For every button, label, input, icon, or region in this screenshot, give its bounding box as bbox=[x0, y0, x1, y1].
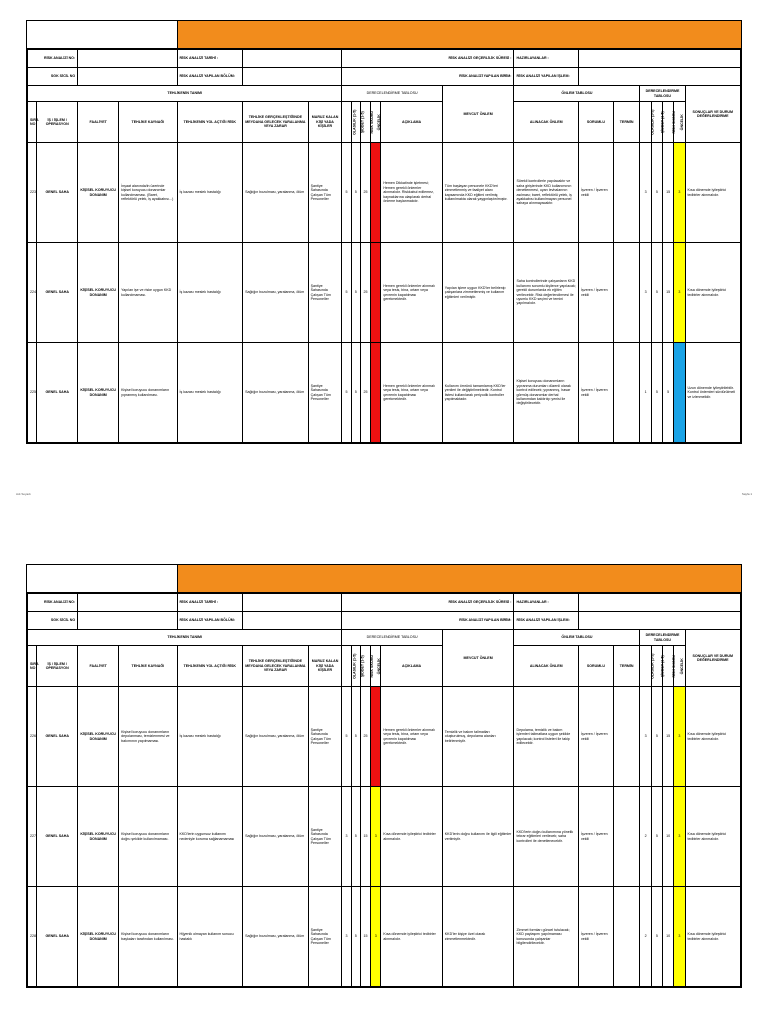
header-siddet: ŞİDDET (1-5) bbox=[351, 646, 360, 687]
value-risk-analiz-no[interactable] bbox=[78, 50, 177, 68]
cell-olasilik-2: 2 bbox=[640, 787, 651, 887]
cell-siddet: 5 bbox=[351, 687, 360, 787]
cell-tehlike-kaynagi: Kişisel koruyucu donanımların başkaları tarafından kullanılması. bbox=[119, 887, 177, 987]
header-derecelendirme-2: DERECELENDİRME TABLOSU bbox=[640, 630, 685, 646]
cell-faaliyet: KİŞİSEL KORUYUCU DONANIM bbox=[78, 887, 119, 987]
cell-maruz-kalan: Şantiye Sahasında Çalışan Tüm Personeller bbox=[308, 687, 342, 787]
label-risk-analiz-no: RİSK ANALİZİ NO: bbox=[28, 594, 78, 612]
cell-aciklama: Kısa dönemde iyileştirici tedbirler alınmalıdır. bbox=[381, 887, 442, 987]
cell-olasilik-2: 2 bbox=[640, 887, 651, 987]
cell-oncelik-2: 3 bbox=[674, 143, 685, 243]
value-yapilan-bolum[interactable] bbox=[243, 68, 342, 86]
header-mevcut-onlem: MEVCUT ÖNLEM bbox=[442, 86, 514, 143]
label-sgk-sicil-no: SGK SİCİL NO bbox=[28, 68, 78, 86]
cell-sira-no: 228 bbox=[28, 887, 37, 987]
cell-maruz-kalan: Şantiye Sahasında Çalışan Tüm Personeller bbox=[308, 243, 342, 343]
header-derecelendirme: DERECELENDİRME TABLOSU bbox=[342, 86, 442, 102]
cell-olasilik-2: 1 bbox=[640, 343, 651, 443]
cell-tehlike-kaynagi: İnşaat alanında/in üzerinde kişisel koruyucu donanımlar kullanılmaması. (Baret, reflektörlü yelek, iş ayakkabısı...) bbox=[119, 143, 177, 243]
cell-oncelik bbox=[371, 687, 381, 787]
header-risk-skoru-2: RİSK SKORU bbox=[662, 646, 673, 687]
cell-alinacak-onlem: Kişisel koruyucu donanımların yıpranma durumları düzenli olarak kontrol edilecek; yıpranmış, hasar görmüş donanımlar derhal kullanımdan kaldırılıp yenisi ile değiştirilecektir. bbox=[514, 343, 579, 443]
header-alinacak-onlem: ALINACAK ÖNLEM bbox=[514, 102, 579, 143]
value-hazirlayanlar[interactable] bbox=[579, 594, 741, 612]
value-yapilan-bolum[interactable] bbox=[243, 612, 342, 630]
cell-sorumlu: İşveren / İşveren vekili bbox=[579, 343, 614, 443]
cell-maruz-kalan: Şantiye Sahasında Çalışan Tüm Personeller bbox=[308, 787, 342, 887]
cell-alinacak-onlem: KKD'lerin doğru kullanımına yönelik tekrar eğitimleri verilecek; saha kontrolleri ile denetlenecektir. bbox=[514, 787, 579, 887]
cell-aciklama: Kısa dönemde iyileştirici tedbirler alınmalıdır. bbox=[381, 787, 442, 887]
cell-alinacak-onlem: Depolama, temizlik ve bakım işlemleri talimatlara uygun şekilde yapılacak; kontrol listeleri ile takip edilecektir. bbox=[514, 687, 579, 787]
risk-table bbox=[27, 593, 741, 987]
cell-risk-skoru-2: 10 bbox=[662, 887, 673, 987]
cell-tehlike-kaynagi: Kişisel koruyucu donanımların yıpranmış kullanılması. bbox=[119, 343, 177, 443]
label-sgk-sicil-no: SGK SİCİL NO bbox=[28, 612, 78, 630]
cell-faaliyet: KİŞİSEL KORUYUCU DONANIM bbox=[78, 243, 119, 343]
header-tehlike-kaynagi: TEHLİKE KAYNAĞI bbox=[119, 102, 177, 143]
cell-tehlike-kaynagi: Yapılan işe ve riske uygun KKD kullanılmaması. bbox=[119, 243, 177, 343]
cell-meydana-gelecek: Sağlığın bozulması, yaralanma, ölüm bbox=[243, 343, 309, 443]
value-sgk-sicil-no[interactable] bbox=[78, 68, 177, 86]
title-bar bbox=[27, 565, 741, 593]
header-is-islem: İŞ / İŞLEM / OPERASYON bbox=[37, 646, 78, 687]
cell-sorumlu: İşveren / İşveren vekili bbox=[579, 243, 614, 343]
cell-siddet: 5 bbox=[351, 143, 360, 243]
cell-oncelik bbox=[371, 243, 381, 343]
cell-risk-skoru: 25 bbox=[360, 343, 370, 443]
header-derecelendirme-2: DERECELENDİRME TABLOSU bbox=[640, 86, 685, 102]
cell-termin bbox=[613, 787, 640, 887]
cell-mevcut-onlem: Tüm başlayan personele KKD'leri zimmetlenmiş ve faaliyet alanı kapsamında KKD eğitimi verilmiş; kullanılmakta olarak yaygınlaştırılmıştır. bbox=[442, 143, 514, 243]
cell-risk-skoru-2: 15 bbox=[662, 143, 673, 243]
header-sorumlu: SORUMLU bbox=[579, 646, 614, 687]
value-hazirlayanlar[interactable] bbox=[579, 50, 741, 68]
cell-sonuclar: Uzun dönemde iyileştirilebilir. Kontrol önlemleri sürdürülmeli ve izlenmelidir. bbox=[685, 343, 741, 443]
cell-olasilik: 5 bbox=[342, 343, 351, 443]
header-meydana-gelecek: TEHLİKE GERÇEKLEŞTİĞİNDE MEYDANA GELECEK YARALANMA VEYA ZARAR bbox=[243, 646, 309, 687]
cell-is-islem: GENEL SAHA bbox=[37, 687, 78, 787]
cell-is-islem: GENEL SAHA bbox=[37, 243, 78, 343]
table-row bbox=[28, 887, 741, 987]
cell-oncelik: 3 bbox=[371, 887, 381, 987]
cell-siddet-2: 5 bbox=[651, 343, 662, 443]
cell-oncelik-2: 3 bbox=[674, 687, 685, 787]
value-risk-analiz-no[interactable] bbox=[78, 594, 177, 612]
cell-oncelik-2: 3 bbox=[674, 787, 685, 887]
cell-siddet: 5 bbox=[351, 243, 360, 343]
cell-meydana-gelecek: Sağlığın bozulması, yaralanma, ölüm bbox=[243, 887, 309, 987]
value-risk-analiz-tarihi[interactable] bbox=[243, 50, 342, 68]
cell-is-islem: GENEL SAHA bbox=[37, 787, 78, 887]
cell-aciklama: Hemen gerekli önlemler alınmalı veya tesis, bina, ortam veya çevrenin kapatılması gerekmektedir. bbox=[381, 243, 442, 343]
label-yapilan-birim: RİSK ANALİZİ YAPILAN BİRİM: bbox=[342, 68, 514, 86]
cell-yol-actigi-risk: İş kazası meslek hastalığı bbox=[177, 687, 243, 787]
header-risk-skoru: RİSK SKORU bbox=[360, 646, 370, 687]
table-row bbox=[28, 343, 741, 443]
header-termin: TERMİN bbox=[613, 646, 640, 687]
label-hazirlayanlar: HAZIRLAYANLAR : bbox=[514, 594, 579, 612]
cell-maruz-kalan: Şantiye Sahasında Çalışan Tüm Personeller bbox=[308, 143, 342, 243]
value-sgk-sicil-no[interactable] bbox=[78, 612, 177, 630]
cell-olasilik: 3 bbox=[342, 787, 351, 887]
cell-siddet: 5 bbox=[351, 887, 360, 987]
cell-aciklama: Hemen Dikkatinde işletmesi; Hemen gerekli önlemler alınmalıdır. Riskkabul edilemez, kaynaklarına ulaşılarak derhal önleme başlanmalıdır. bbox=[381, 143, 442, 243]
header-sonuclar: SONUÇLAR VE DURUM DEĞERLENDİRME bbox=[685, 86, 741, 143]
cell-yol-actigi-risk: Hijyenik olmayan kullanım sonucu hastalık bbox=[177, 887, 243, 987]
cell-olasilik: 3 bbox=[342, 887, 351, 987]
table-row bbox=[28, 687, 741, 787]
cell-yol-actigi-risk: KKD'lerin uygunsuz kullanımı nedeniyle koruma sağlanamaması bbox=[177, 787, 243, 887]
cell-termin bbox=[613, 143, 640, 243]
header-alinacak-onlem: ALINACAK ÖNLEM bbox=[514, 646, 579, 687]
header-meydana-gelecek: TEHLİKE GERÇEKLEŞTİĞİNDE MEYDANA GELECEK YARALANMA VEYA ZARAR bbox=[243, 102, 309, 143]
cell-aciklama: Hemen gerekli önlemler alınmalı veya tesis, bina, ortam veya çevrenin kapatılması gerekmektedir. bbox=[381, 343, 442, 443]
header-maruz-kalan: MARUZ KALAN KİŞİ YADA KİŞİLER bbox=[308, 102, 342, 143]
cell-termin bbox=[613, 887, 640, 987]
cell-mevcut-onlem: Yapılan işlere uygun KKD'ler belirlenip çalışanlara zimmetlenmiş ve kullanım eğitimleri verilmiştir. bbox=[442, 243, 514, 343]
header-onlem-tablosu: ÖNLEM TABLOSU bbox=[514, 630, 640, 646]
table-row bbox=[28, 787, 741, 887]
header-aciklama: AÇIKLAMA bbox=[381, 102, 442, 143]
cell-risk-skoru-2: 10 bbox=[662, 787, 673, 887]
cell-oncelik-2: 3 bbox=[674, 243, 685, 343]
cell-faaliyet: KİŞİSEL KORUYUCU DONANIM bbox=[78, 787, 119, 887]
cell-siddet-2: 5 bbox=[651, 887, 662, 987]
cell-mevcut-onlem: KKD'ler kişiye özel olarak zimmetlenmektedir. bbox=[442, 887, 514, 987]
header-oncelik: ÖNCELİK bbox=[371, 102, 381, 143]
cell-meydana-gelecek: Sağlığın bozulması, yaralanma, ölüm bbox=[243, 687, 309, 787]
cell-risk-skoru-2: 15 bbox=[662, 243, 673, 343]
logo-cell bbox=[27, 565, 178, 592]
cell-risk-skoru: 25 bbox=[360, 243, 370, 343]
title-band bbox=[178, 565, 741, 592]
cell-mevcut-onlem: Kullanım ömrünü tamamlamış KKD'ler yenileri ile değiştirilmektedir. Kontrol listesi kullanılarak periyodik kontroller yapılmaktadır. bbox=[442, 343, 514, 443]
cell-sira-no: 225 bbox=[28, 343, 37, 443]
label-yapilan-bolum: RİSK ANALİZİ YAPILAN BÖLÜM: bbox=[177, 68, 243, 86]
cell-sonuclar: Kısa dönemde iyileştirici tedbirler alınmalıdır. bbox=[685, 687, 741, 787]
header-tehlikenin-tanimi: TEHLİKENİN TANIMI bbox=[28, 630, 342, 646]
label-yapilan-bolum: RİSK ANALİZİ YAPILAN BÖLÜM: bbox=[177, 612, 243, 630]
cell-termin bbox=[613, 687, 640, 787]
cell-risk-skoru-2: 15 bbox=[662, 687, 673, 787]
header-olasilik-2: OLASILIK (1-5) bbox=[640, 102, 651, 143]
value-yapilan-islem[interactable] bbox=[579, 612, 741, 630]
header-olasilik: OLASILIK (1-5) bbox=[342, 646, 351, 687]
cell-oncelik-2 bbox=[674, 343, 685, 443]
cell-siddet-2: 5 bbox=[651, 787, 662, 887]
cell-sonuclar: Kısa dönemde iyileştirici tedbirler alınmalıdır. bbox=[685, 143, 741, 243]
cell-alinacak-onlem: Zimmet formları güncel tutulacak; KKD paylaşımı yapılmaması konusunda çalışanlar bilgilendirilecektir. bbox=[514, 887, 579, 987]
header-tehlike-kaynagi: TEHLİKE KAYNAĞI bbox=[119, 646, 177, 687]
header-risk-skoru: RİSK SKORU bbox=[360, 102, 370, 143]
label-yapilan-islem: RİSK ANALİZİ YAPILAN İŞLEM: bbox=[514, 68, 579, 86]
cell-sonuclar: Kısa dönemde iyileştirici tedbirler alınmalıdır. bbox=[685, 243, 741, 343]
cell-maruz-kalan: Şantiye Sahasında Çalışan Tüm Personeller bbox=[308, 887, 342, 987]
cell-siddet-2: 5 bbox=[651, 143, 662, 243]
cell-olasilik: 5 bbox=[342, 687, 351, 787]
header-sira-no: SIRA NO bbox=[28, 646, 37, 687]
label-gecerlilik: RİSK ANALİZİ GEÇERLİLİK SÜRESİ : bbox=[342, 594, 514, 612]
header-siddet-2: ŞİDDET (1-5) bbox=[651, 102, 662, 143]
cell-yol-actigi-risk: İş kazası meslek hastalığı bbox=[177, 143, 243, 243]
cell-sorumlu: İşveren / İşveren vekili bbox=[579, 887, 614, 987]
header-olasilik-2: OLASILIK (1-5) bbox=[640, 646, 651, 687]
header-sira-no: SIRA NO bbox=[28, 102, 37, 143]
cell-sorumlu: İşveren / İşveren vekili bbox=[579, 143, 614, 243]
header-derecelendirme: DERECELENDİRME TABLOSU bbox=[342, 630, 442, 646]
cell-faaliyet: KİŞİSEL KORUYUCU DONANIM bbox=[78, 143, 119, 243]
label-risk-analiz-tarihi: RİSK ANALİZİ TARİHİ : bbox=[177, 594, 243, 612]
cell-oncelik bbox=[371, 143, 381, 243]
label-yapilan-islem: RİSK ANALİZİ YAPILAN İŞLEM: bbox=[514, 612, 579, 630]
cell-termin bbox=[613, 343, 640, 443]
cell-sira-no: 224 bbox=[28, 243, 37, 343]
table-row bbox=[28, 143, 741, 243]
cell-olasilik-2: 3 bbox=[640, 687, 651, 787]
label-risk-analiz-no: RİSK ANALİZİ NO: bbox=[28, 50, 78, 68]
cell-olasilik-2: 3 bbox=[640, 143, 651, 243]
cell-olasilik-2: 3 bbox=[640, 243, 651, 343]
cell-is-islem: GENEL SAHA bbox=[37, 887, 78, 987]
cell-faaliyet: KİŞİSEL KORUYUCU DONANIM bbox=[78, 687, 119, 787]
cell-meydana-gelecek: Sağlığın bozulması, yaralanma, ölüm bbox=[243, 143, 309, 243]
header-termin: TERMİN bbox=[613, 102, 640, 143]
cell-siddet: 5 bbox=[351, 787, 360, 887]
label-risk-analiz-tarihi: RİSK ANALİZİ TARİHİ : bbox=[177, 50, 243, 68]
title-bar bbox=[27, 21, 741, 49]
table-row bbox=[28, 243, 741, 343]
header-faaliyet: FAALİYET bbox=[78, 102, 119, 143]
cell-risk-skoru: 25 bbox=[360, 687, 370, 787]
cell-risk-skoru-2: 5 bbox=[662, 343, 673, 443]
cell-sira-no: 223 bbox=[28, 143, 37, 243]
cell-maruz-kalan: Şantiye Sahasında Çalışan Tüm Personeller bbox=[308, 343, 342, 443]
value-risk-analiz-tarihi[interactable] bbox=[243, 594, 342, 612]
label-yapilan-birim: RİSK ANALİZİ YAPILAN BİRİM: bbox=[342, 612, 514, 630]
cell-siddet-2: 5 bbox=[651, 687, 662, 787]
risk-table bbox=[27, 49, 741, 443]
header-tehlikenin-tanimi: TEHLİKENİN TANIMI bbox=[28, 86, 342, 102]
cell-alinacak-onlem: Saha kontrollerinde çalışanların KKD kullanımı sorumlu kişilerce yapılacak; gerekli durumlarda ek eğitim verilecektir. Risk değerlendirmesi ile uyumlu KKD seçimi ve temini yapılmalıdır. bbox=[514, 243, 579, 343]
header-mevcut-onlem: MEVCUT ÖNLEM bbox=[442, 630, 514, 687]
cell-risk-skoru: 15 bbox=[360, 887, 370, 987]
cell-tehlike-kaynagi: Kişisel koruyucu donanımların doğru şekilde kullanılmaması. bbox=[119, 787, 177, 887]
cell-mevcut-onlem: Temizlik ve bakım talimatları oluşturulmuş, depolama alanları belirlenmiştir. bbox=[442, 687, 514, 787]
cell-sorumlu: İşveren / İşveren vekili bbox=[579, 687, 614, 787]
cell-yol-actigi-risk: İş kazası meslek hastalığı bbox=[177, 343, 243, 443]
cell-sorumlu: İşveren / İşveren vekili bbox=[579, 787, 614, 887]
label-hazirlayanlar: HAZIRLAYANLAR : bbox=[514, 50, 579, 68]
value-yapilan-islem[interactable] bbox=[579, 68, 741, 86]
header-oncelik: ÖNCELİK bbox=[371, 646, 381, 687]
footer-left: Adı Soyadı bbox=[16, 492, 31, 496]
cell-risk-skoru: 15 bbox=[360, 787, 370, 887]
title-band bbox=[178, 21, 741, 48]
header-sorumlu: SORUMLU bbox=[579, 102, 614, 143]
header-oncelik-2: ÖNCELİK bbox=[674, 102, 685, 143]
risk-form-page-1 bbox=[26, 20, 742, 444]
header-is-islem: İŞ / İŞLEM / OPERASYON bbox=[37, 102, 78, 143]
header-sonuclar: SONUÇLAR VE DURUM DEĞERLENDİRME bbox=[685, 630, 741, 687]
risk-form-page-2 bbox=[26, 564, 742, 988]
cell-olasilik: 5 bbox=[342, 143, 351, 243]
cell-sonuclar: Kısa dönemde iyileştirici tedbirler alınmalıdır. bbox=[685, 787, 741, 887]
cell-oncelik: 3 bbox=[371, 787, 381, 887]
header-aciklama: AÇIKLAMA bbox=[381, 646, 442, 687]
cell-is-islem: GENEL SAHA bbox=[37, 343, 78, 443]
cell-is-islem: GENEL SAHA bbox=[37, 143, 78, 243]
cell-yol-actigi-risk: İş kazası meslek hastalığı bbox=[177, 243, 243, 343]
header-olasilik: OLASILIK (1-5) bbox=[342, 102, 351, 143]
cell-sira-no: 227 bbox=[28, 787, 37, 887]
cell-faaliyet: KİŞİSEL KORUYUCU DONANIM bbox=[78, 343, 119, 443]
header-siddet: ŞİDDET (1-5) bbox=[351, 102, 360, 143]
header-oncelik-2: ÖNCELİK bbox=[674, 646, 685, 687]
logo-cell bbox=[27, 21, 178, 48]
cell-aciklama: Hemen gerekli önlemler alınmalı veya tesis, bina, ortam veya çevrenin kapatılması gerekmektedir. bbox=[381, 687, 442, 787]
cell-sira-no: 226 bbox=[28, 687, 37, 787]
cell-risk-skoru: 25 bbox=[360, 143, 370, 243]
footer-right: Sayfa 1 bbox=[741, 492, 752, 496]
cell-oncelik-2: 3 bbox=[674, 887, 685, 987]
label-gecerlilik: RİSK ANALİZİ GEÇERLİLİK SÜRESİ : bbox=[342, 50, 514, 68]
header-yol-actigi-risk: TEHLİKENİN YOL AÇTIĞI RİSK bbox=[177, 646, 243, 687]
cell-siddet-2: 5 bbox=[651, 243, 662, 343]
header-faaliyet: FAALİYET bbox=[78, 646, 119, 687]
cell-mevcut-onlem: KKD'lerin doğru kullanımı ile ilgili eğitimler verilmiştir. bbox=[442, 787, 514, 887]
cell-sonuclar: Kısa dönemde iyileştirici tedbirler alınmalıdır. bbox=[685, 887, 741, 987]
cell-meydana-gelecek: Sağlığın bozulması, yaralanma, ölüm bbox=[243, 243, 309, 343]
cell-oncelik bbox=[371, 343, 381, 443]
header-yol-actigi-risk: TEHLİKENİN YOL AÇTIĞI RİSK bbox=[177, 102, 243, 143]
header-risk-skoru-2: RİSK SKORU bbox=[662, 102, 673, 143]
cell-olasilik: 5 bbox=[342, 243, 351, 343]
cell-meydana-gelecek: Sağlığın bozulması, yaralanma, ölüm bbox=[243, 787, 309, 887]
cell-termin bbox=[613, 243, 640, 343]
cell-siddet: 5 bbox=[351, 343, 360, 443]
cell-alinacak-onlem: Sürekli kontrollerle yapılacaktır ve saha girişlerinde KKD kullanımının denetlenmesi, uyarı levhalarının asılması; baret, reflektörlü yelek, iş ayakkabısı kullanılmayan personel sahaya alınmayacaktır. bbox=[514, 143, 579, 243]
header-onlem-tablosu: ÖNLEM TABLOSU bbox=[514, 86, 640, 102]
cell-tehlike-kaynagi: Kişisel koruyucu donanımların depolanması, temizlenmesi ve bakımının yapılmaması. bbox=[119, 687, 177, 787]
header-maruz-kalan: MARUZ KALAN KİŞİ YADA KİŞİLER bbox=[308, 646, 342, 687]
header-siddet-2: ŞİDDET (1-5) bbox=[651, 646, 662, 687]
